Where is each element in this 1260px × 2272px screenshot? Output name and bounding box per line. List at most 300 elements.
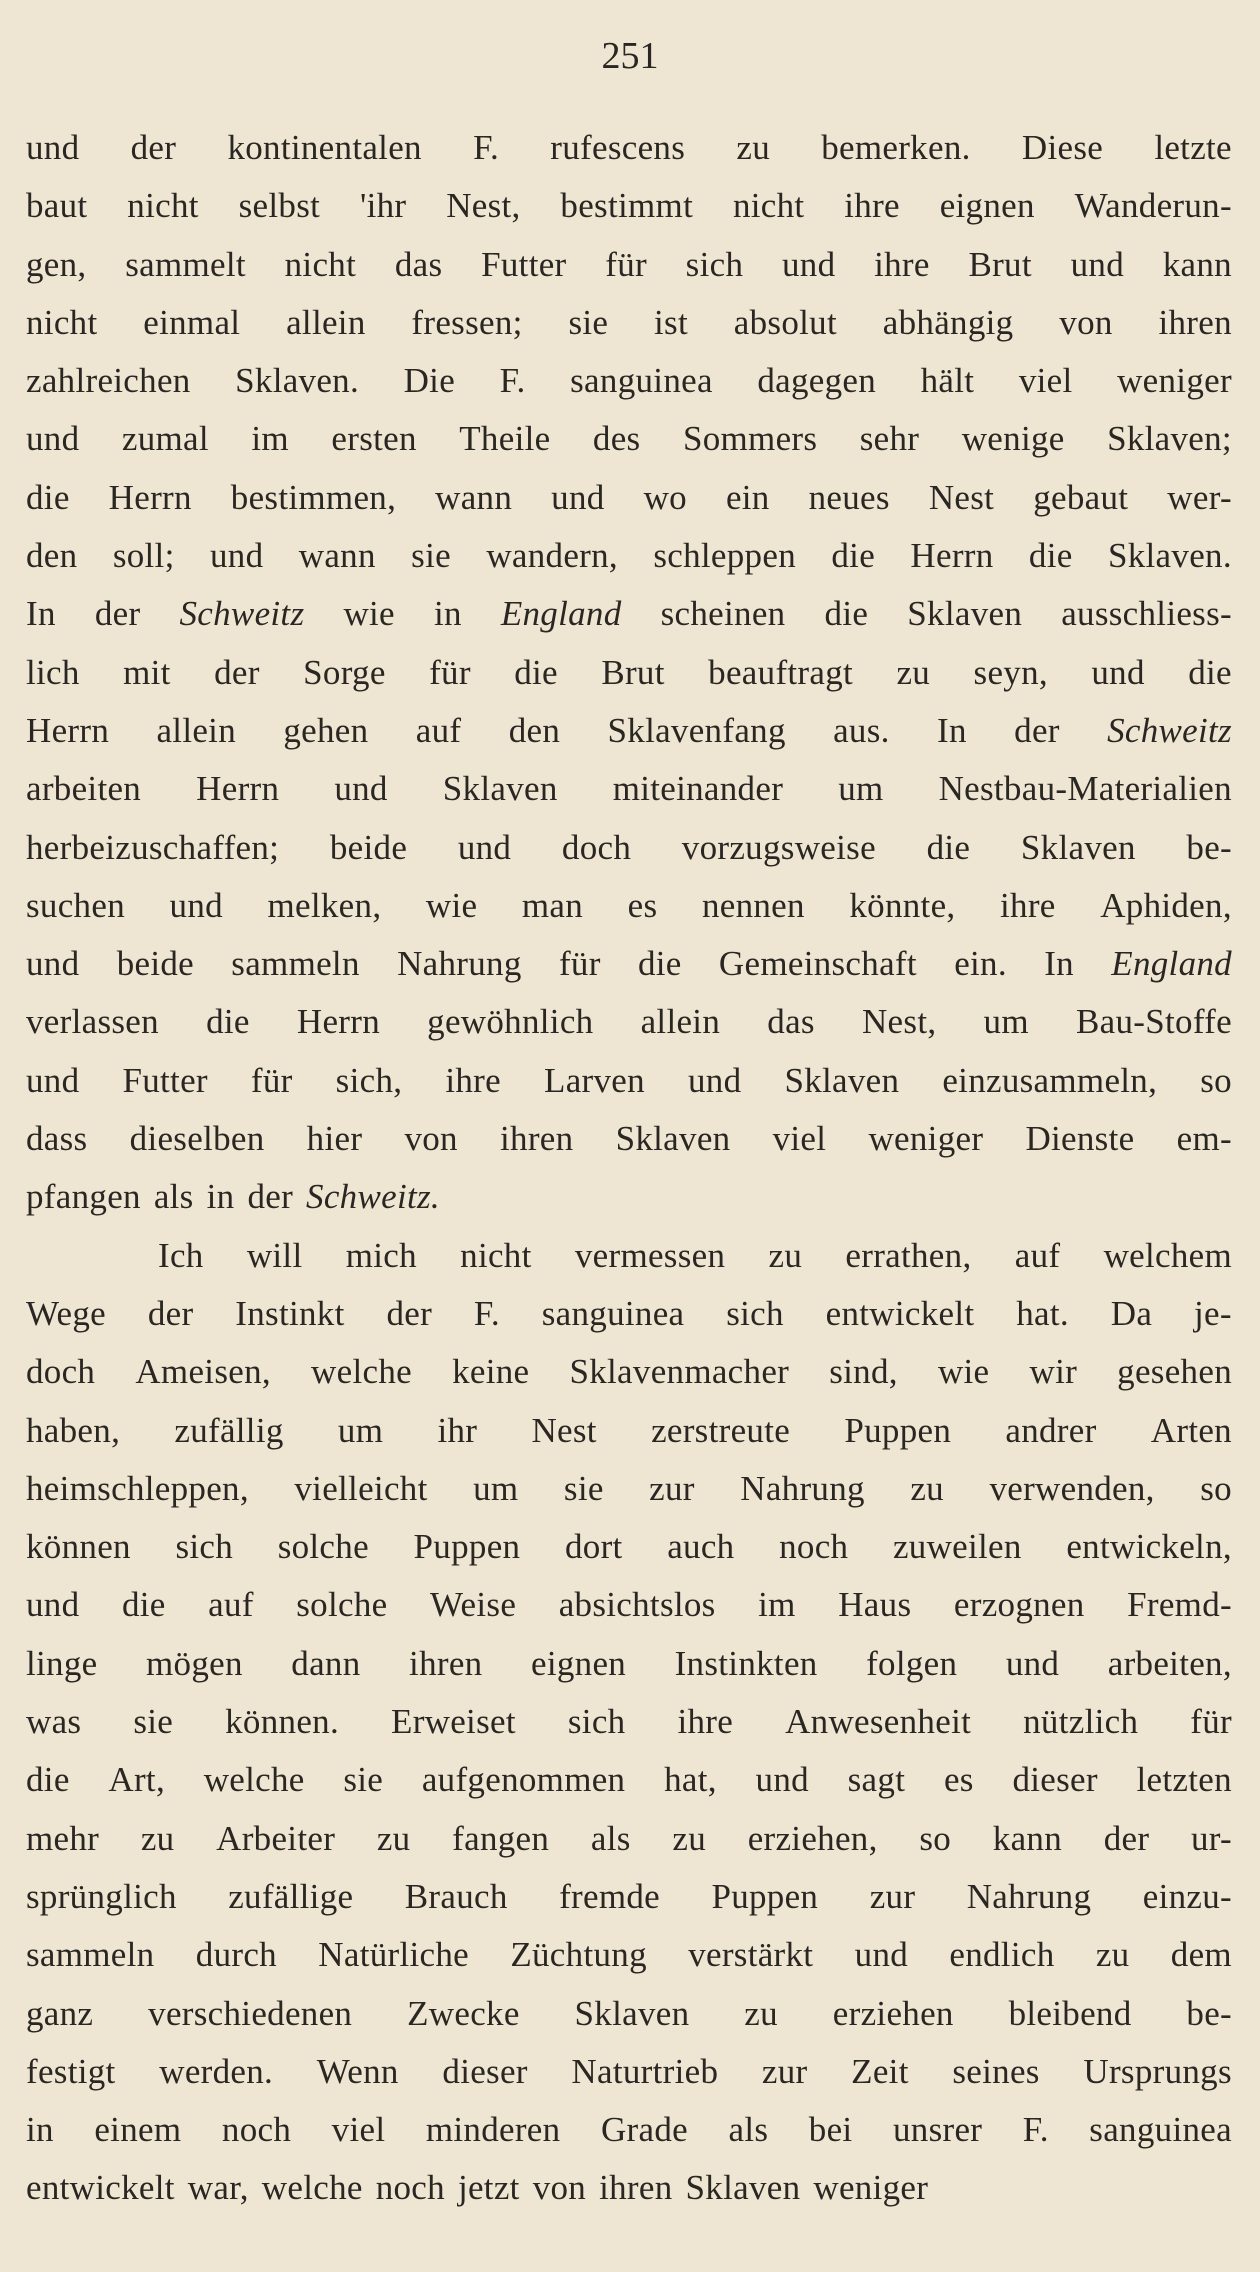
word: und bbox=[755, 1760, 809, 1800]
word: erziehen, bbox=[747, 1818, 878, 1858]
word: ersten bbox=[331, 419, 417, 459]
word: doch bbox=[26, 1352, 96, 1392]
italic-word: England bbox=[500, 594, 622, 634]
word: weniger bbox=[813, 2168, 929, 2208]
italic-word: England bbox=[1111, 944, 1232, 984]
word: entwickelt bbox=[825, 1293, 975, 1333]
word: wann bbox=[435, 477, 513, 517]
word: und bbox=[457, 827, 512, 867]
word: nicht bbox=[732, 186, 805, 226]
word: nützlich bbox=[1023, 1702, 1139, 1742]
word: Die bbox=[403, 361, 456, 401]
word: die bbox=[206, 1002, 250, 1042]
word: scheinen bbox=[660, 594, 786, 634]
word: zur bbox=[761, 2051, 808, 2091]
word: der bbox=[1103, 1818, 1150, 1858]
word: wenige bbox=[961, 419, 1065, 459]
text-line bbox=[26, 1635, 1232, 1693]
word: nicht bbox=[127, 186, 199, 226]
word: zu bbox=[768, 1235, 803, 1275]
word: Sklaven bbox=[615, 1119, 731, 1159]
word: sanguinea bbox=[570, 361, 713, 401]
word: Sklaven. bbox=[235, 361, 360, 401]
word: zur bbox=[869, 1876, 916, 1916]
word: und bbox=[26, 1060, 80, 1100]
word: miteinander bbox=[612, 769, 784, 809]
word: suchen bbox=[26, 885, 125, 925]
word: Sorge bbox=[303, 652, 386, 692]
word: baut bbox=[26, 186, 88, 226]
word: F. bbox=[1022, 2110, 1049, 2150]
word: seines bbox=[952, 2051, 1040, 2091]
word: im bbox=[758, 1585, 796, 1625]
word: mögen bbox=[146, 1643, 243, 1683]
word: sammeln bbox=[26, 1935, 155, 1975]
word: in bbox=[206, 1177, 235, 1217]
word: Herrn bbox=[196, 769, 280, 809]
word: eignen bbox=[939, 186, 1035, 226]
word: erzognen bbox=[953, 1585, 1085, 1625]
word: Haus bbox=[838, 1585, 912, 1625]
word: Ameisen, bbox=[135, 1352, 271, 1392]
word: In bbox=[1044, 944, 1074, 984]
word: um bbox=[337, 1410, 384, 1450]
text-line bbox=[26, 2101, 1232, 2159]
word: des bbox=[592, 419, 641, 459]
word: Puppen bbox=[413, 1527, 521, 1567]
word: nennen bbox=[701, 885, 805, 925]
text-line bbox=[26, 119, 1232, 177]
word: Wanderun- bbox=[1074, 186, 1232, 226]
word: die bbox=[926, 827, 971, 867]
word: Puppen bbox=[711, 1876, 819, 1916]
text-line bbox=[26, 1285, 1232, 1343]
word: Larven bbox=[544, 1060, 645, 1100]
word: verlassen bbox=[26, 1002, 159, 1042]
word: Nahrung bbox=[740, 1468, 865, 1508]
word: fremde bbox=[559, 1876, 660, 1916]
word: unsrer bbox=[892, 2110, 983, 2150]
word: der bbox=[130, 128, 177, 167]
word: noch bbox=[375, 2168, 445, 2208]
word: endlich bbox=[949, 1935, 1055, 1975]
text-line bbox=[26, 585, 1232, 643]
word: linge bbox=[26, 1643, 98, 1683]
word: das bbox=[767, 1002, 815, 1042]
word: doch bbox=[561, 827, 632, 867]
word: andrer bbox=[1005, 1410, 1097, 1450]
word: welchem bbox=[1103, 1235, 1232, 1275]
word: Dienste bbox=[1025, 1119, 1135, 1159]
word: Herrn bbox=[296, 1002, 381, 1042]
text-line bbox=[26, 1810, 1232, 1868]
word: Sklavenfang bbox=[607, 710, 786, 750]
word: gehen bbox=[283, 710, 369, 750]
word: auf bbox=[1014, 1235, 1061, 1275]
word: und bbox=[26, 944, 80, 984]
word: arbeiten bbox=[26, 769, 142, 809]
text-line bbox=[26, 1868, 1232, 1926]
word: wie bbox=[937, 1352, 990, 1392]
text-line bbox=[26, 177, 1232, 235]
word: welche bbox=[261, 2168, 363, 2208]
word: einzu- bbox=[1142, 1876, 1232, 1916]
word: rufescens bbox=[550, 128, 686, 167]
text-line bbox=[26, 644, 1232, 702]
italic-word: Schweitz. bbox=[306, 1177, 440, 1217]
word: ist bbox=[654, 302, 688, 342]
text-line bbox=[26, 1985, 1232, 2043]
word: können bbox=[26, 1527, 131, 1567]
text-line bbox=[26, 236, 1232, 294]
word: beide bbox=[116, 944, 194, 984]
word: hat, bbox=[664, 1760, 717, 1800]
word: aus. bbox=[833, 710, 890, 750]
word: sanguinea bbox=[1089, 2110, 1232, 2150]
word: die bbox=[831, 536, 876, 576]
word: Sklaven bbox=[907, 594, 1023, 634]
word: mich bbox=[345, 1235, 417, 1275]
word: so bbox=[1200, 1060, 1232, 1100]
text-line bbox=[26, 1693, 1232, 1751]
word: Arten bbox=[1150, 1410, 1232, 1450]
word: durch bbox=[195, 1935, 277, 1975]
word: können. bbox=[225, 1702, 340, 1742]
word: Zwecke bbox=[407, 1993, 520, 2033]
word: vermessen bbox=[574, 1235, 726, 1275]
word: zu bbox=[376, 1818, 411, 1858]
word: zu bbox=[672, 1818, 706, 1858]
word: mehr bbox=[26, 1818, 100, 1858]
word: absichtslos bbox=[558, 1585, 716, 1625]
word: Züchtung bbox=[510, 1935, 647, 1975]
word: weniger bbox=[1117, 361, 1232, 401]
word: und bbox=[1091, 652, 1145, 692]
word: zu bbox=[140, 1818, 175, 1858]
word: Theile bbox=[459, 419, 551, 459]
word: ganz bbox=[26, 1993, 94, 2033]
word: war, bbox=[187, 2168, 249, 2208]
word: Sklaven bbox=[1020, 827, 1136, 867]
word: melken, bbox=[267, 885, 382, 925]
word: pfangen bbox=[26, 1177, 141, 1217]
word: wandern, bbox=[486, 536, 618, 576]
text-line bbox=[26, 410, 1232, 468]
word: einem bbox=[94, 2110, 182, 2150]
word: Da bbox=[1110, 1293, 1153, 1333]
word: Gemeinschaft bbox=[718, 944, 917, 984]
word: heimschleppen, bbox=[26, 1468, 249, 1508]
word: welche bbox=[203, 1760, 305, 1800]
page-number: 251 bbox=[601, 35, 659, 77]
word: und bbox=[26, 1585, 80, 1625]
word: was bbox=[26, 1702, 82, 1742]
text-line bbox=[26, 935, 1232, 993]
word: kontinentalen bbox=[227, 128, 422, 167]
word: bestimmt bbox=[560, 186, 694, 226]
word: wer- bbox=[1167, 477, 1232, 517]
word: so bbox=[919, 1818, 952, 1858]
word: auch bbox=[667, 1527, 735, 1567]
word: Brauch bbox=[404, 1876, 508, 1916]
text-line bbox=[26, 2043, 1232, 2101]
word: kann bbox=[992, 1818, 1063, 1858]
word: fangen bbox=[452, 1818, 550, 1858]
word: zahlreichen bbox=[26, 361, 191, 401]
word: ihre bbox=[445, 1060, 501, 1100]
word: sammelt bbox=[125, 244, 246, 284]
word: Sklaven bbox=[574, 1993, 690, 2033]
word: allein bbox=[286, 302, 366, 342]
word: abhängig bbox=[882, 302, 1014, 342]
word: ihre bbox=[677, 1702, 734, 1742]
word: um bbox=[473, 1468, 519, 1508]
word: nicht bbox=[26, 302, 98, 342]
word: beide bbox=[329, 827, 408, 867]
word: hier bbox=[306, 1119, 363, 1159]
word: es bbox=[627, 885, 658, 925]
word: Brut bbox=[968, 244, 1032, 284]
paragraph bbox=[26, 119, 1232, 1227]
word: sie bbox=[343, 1760, 384, 1800]
word: Futter bbox=[122, 1060, 208, 1100]
word: aufgenommen bbox=[421, 1760, 626, 1800]
word: F. bbox=[473, 128, 500, 167]
word: in bbox=[433, 594, 462, 634]
word: Wege bbox=[26, 1293, 107, 1333]
word: sammeln bbox=[231, 944, 360, 984]
word: für bbox=[250, 1060, 293, 1100]
word: Sklaven bbox=[784, 1060, 900, 1100]
word: in bbox=[26, 2110, 54, 2150]
word: seyn, bbox=[973, 652, 1048, 692]
word: ein. bbox=[954, 944, 1007, 984]
word: den bbox=[508, 710, 561, 750]
word: dieser bbox=[1012, 1760, 1098, 1800]
word: nicht bbox=[460, 1235, 532, 1275]
word: einzusammeln, bbox=[942, 1060, 1158, 1100]
word: auf bbox=[208, 1585, 254, 1625]
word: und bbox=[26, 419, 80, 459]
word: sich bbox=[726, 1293, 784, 1333]
word: In bbox=[937, 710, 967, 750]
word: so bbox=[1200, 1468, 1232, 1508]
word: ausschliess- bbox=[1061, 594, 1232, 634]
word: Sklaven bbox=[685, 2168, 801, 2208]
word: zuweilen bbox=[892, 1527, 1022, 1567]
text-line bbox=[26, 1227, 1232, 1285]
word: die bbox=[1028, 536, 1073, 576]
word: mit bbox=[123, 652, 171, 692]
word: Anwesenheit bbox=[785, 1702, 972, 1742]
text-line bbox=[26, 1518, 1232, 1576]
word: entwickeln, bbox=[1066, 1527, 1232, 1567]
word: solche bbox=[277, 1527, 369, 1567]
word: absolut bbox=[733, 302, 837, 342]
word: zufällige bbox=[228, 1876, 354, 1916]
text-line bbox=[26, 1168, 1232, 1226]
word: letzten bbox=[1136, 1760, 1232, 1800]
word: weniger bbox=[868, 1119, 984, 1159]
word: und bbox=[781, 244, 836, 284]
word: wir bbox=[1029, 1352, 1078, 1392]
text-line bbox=[26, 1576, 1232, 1634]
word: der bbox=[147, 1293, 194, 1333]
word: nicht bbox=[284, 244, 357, 284]
word: ihre bbox=[874, 244, 930, 284]
text-line bbox=[26, 877, 1232, 935]
word: werden. bbox=[159, 2051, 274, 2091]
word: die bbox=[514, 652, 558, 692]
word: Erweiset bbox=[391, 1702, 516, 1742]
word: noch bbox=[779, 1527, 849, 1567]
word: wann bbox=[298, 536, 376, 576]
word: und bbox=[1005, 1643, 1060, 1683]
word: minderen bbox=[425, 2110, 561, 2150]
word: Bau-Stoffe bbox=[1076, 1002, 1232, 1042]
word: zu bbox=[744, 1993, 778, 2033]
word: will bbox=[246, 1235, 303, 1275]
word: gesehen bbox=[1117, 1352, 1232, 1392]
word: viel bbox=[1018, 361, 1073, 401]
word: gebaut bbox=[1033, 477, 1129, 517]
word: Futter bbox=[481, 244, 567, 284]
word: zur bbox=[649, 1468, 695, 1508]
word: dass bbox=[26, 1119, 88, 1159]
word: vorzugsweise bbox=[681, 827, 876, 867]
word: als bbox=[728, 2110, 769, 2150]
word: dem bbox=[1170, 1935, 1232, 1975]
word: und bbox=[169, 885, 223, 925]
text-line bbox=[26, 702, 1232, 760]
word: Art, bbox=[108, 1760, 165, 1800]
word: zu bbox=[1095, 1935, 1130, 1975]
word: arbeiten, bbox=[1107, 1643, 1232, 1683]
word: letzte bbox=[1154, 128, 1232, 167]
word: für bbox=[429, 652, 471, 692]
paragraph bbox=[26, 1227, 1232, 2218]
body-text bbox=[26, 119, 1232, 2218]
word: Puppen bbox=[844, 1410, 952, 1450]
word: bleibend bbox=[1008, 1993, 1132, 2033]
word: allein bbox=[156, 710, 237, 750]
word: sie bbox=[133, 1702, 174, 1742]
word: der bbox=[94, 594, 141, 634]
word: Diese bbox=[1021, 128, 1104, 167]
word: Herrn bbox=[108, 477, 192, 517]
word: Zeit bbox=[851, 2051, 909, 2091]
word: als bbox=[153, 1177, 194, 1217]
word: sie bbox=[568, 302, 609, 342]
word: und bbox=[854, 1935, 909, 1975]
word: von bbox=[1059, 302, 1113, 342]
word: Weise bbox=[430, 1585, 517, 1625]
text-line bbox=[26, 527, 1232, 585]
text-line bbox=[26, 1110, 1232, 1168]
word: zu bbox=[736, 128, 771, 167]
word: vielleicht bbox=[294, 1468, 428, 1508]
text-line bbox=[26, 2159, 1232, 2217]
word: und bbox=[26, 128, 80, 167]
word: folgen bbox=[866, 1643, 958, 1683]
word: von bbox=[404, 1119, 458, 1159]
word: gewöhnlich bbox=[427, 1002, 594, 1042]
word: sich bbox=[175, 1527, 234, 1567]
word: verwenden, bbox=[989, 1468, 1155, 1508]
word: ihre bbox=[1000, 885, 1056, 925]
word: lich bbox=[26, 652, 80, 692]
italic-word: Schweitz bbox=[179, 594, 305, 634]
word: herbeizuschaffen; bbox=[26, 827, 280, 867]
word: auf bbox=[415, 710, 462, 750]
word: Instinkt bbox=[235, 1293, 345, 1333]
word: bestimmen, bbox=[230, 477, 397, 517]
word: und bbox=[1070, 244, 1125, 284]
text-line bbox=[26, 469, 1232, 527]
word: em- bbox=[1176, 1119, 1232, 1159]
word: um bbox=[838, 769, 884, 809]
word: das bbox=[394, 244, 443, 284]
word: die bbox=[637, 944, 682, 984]
word: die bbox=[121, 1585, 166, 1625]
word: Nest bbox=[928, 477, 995, 517]
word: wie bbox=[343, 594, 395, 634]
word: sprünglich bbox=[26, 1876, 177, 1916]
word: Sklavenmacher bbox=[569, 1352, 790, 1392]
word: ihr bbox=[437, 1410, 478, 1450]
word: verschiedenen bbox=[148, 1993, 353, 2033]
word: um bbox=[983, 1002, 1029, 1042]
word: Nestbau-Materialien bbox=[938, 769, 1232, 809]
word: be- bbox=[1186, 827, 1232, 867]
text-line bbox=[26, 352, 1232, 410]
word: könnte, bbox=[849, 885, 956, 925]
word: der bbox=[1014, 710, 1060, 750]
word: sie bbox=[411, 536, 451, 576]
word: als bbox=[590, 1818, 631, 1858]
word: wie bbox=[425, 885, 478, 925]
word: bei bbox=[808, 2110, 853, 2150]
word: keine bbox=[452, 1352, 530, 1392]
word: ihre bbox=[844, 186, 900, 226]
word: entwickelt bbox=[26, 2168, 175, 2208]
word: viel bbox=[331, 2110, 386, 2150]
word: dagegen bbox=[757, 361, 877, 401]
word: und bbox=[334, 769, 388, 809]
word: Instinkten bbox=[674, 1643, 818, 1683]
text-line bbox=[26, 1343, 1232, 1401]
text-line bbox=[26, 760, 1232, 818]
text-line bbox=[26, 1926, 1232, 1984]
word: sagt bbox=[847, 1760, 906, 1800]
word: In bbox=[26, 594, 56, 634]
word: Aphiden, bbox=[1100, 885, 1232, 925]
word: beauftragt bbox=[708, 652, 854, 692]
word: Sklaven. bbox=[1107, 536, 1232, 576]
word: kann bbox=[1162, 244, 1232, 284]
word: be- bbox=[1186, 1993, 1232, 2033]
word: Sklaven bbox=[442, 769, 558, 809]
word: sanguinea bbox=[541, 1293, 685, 1333]
word: verstärkt bbox=[688, 1935, 814, 1975]
word: Nest bbox=[531, 1410, 597, 1450]
word: neues bbox=[808, 477, 890, 517]
text-line bbox=[26, 819, 1232, 877]
word: haben, bbox=[26, 1410, 121, 1450]
word: und bbox=[209, 536, 264, 576]
word: Herrn bbox=[910, 536, 994, 576]
word: von bbox=[532, 2168, 587, 2208]
